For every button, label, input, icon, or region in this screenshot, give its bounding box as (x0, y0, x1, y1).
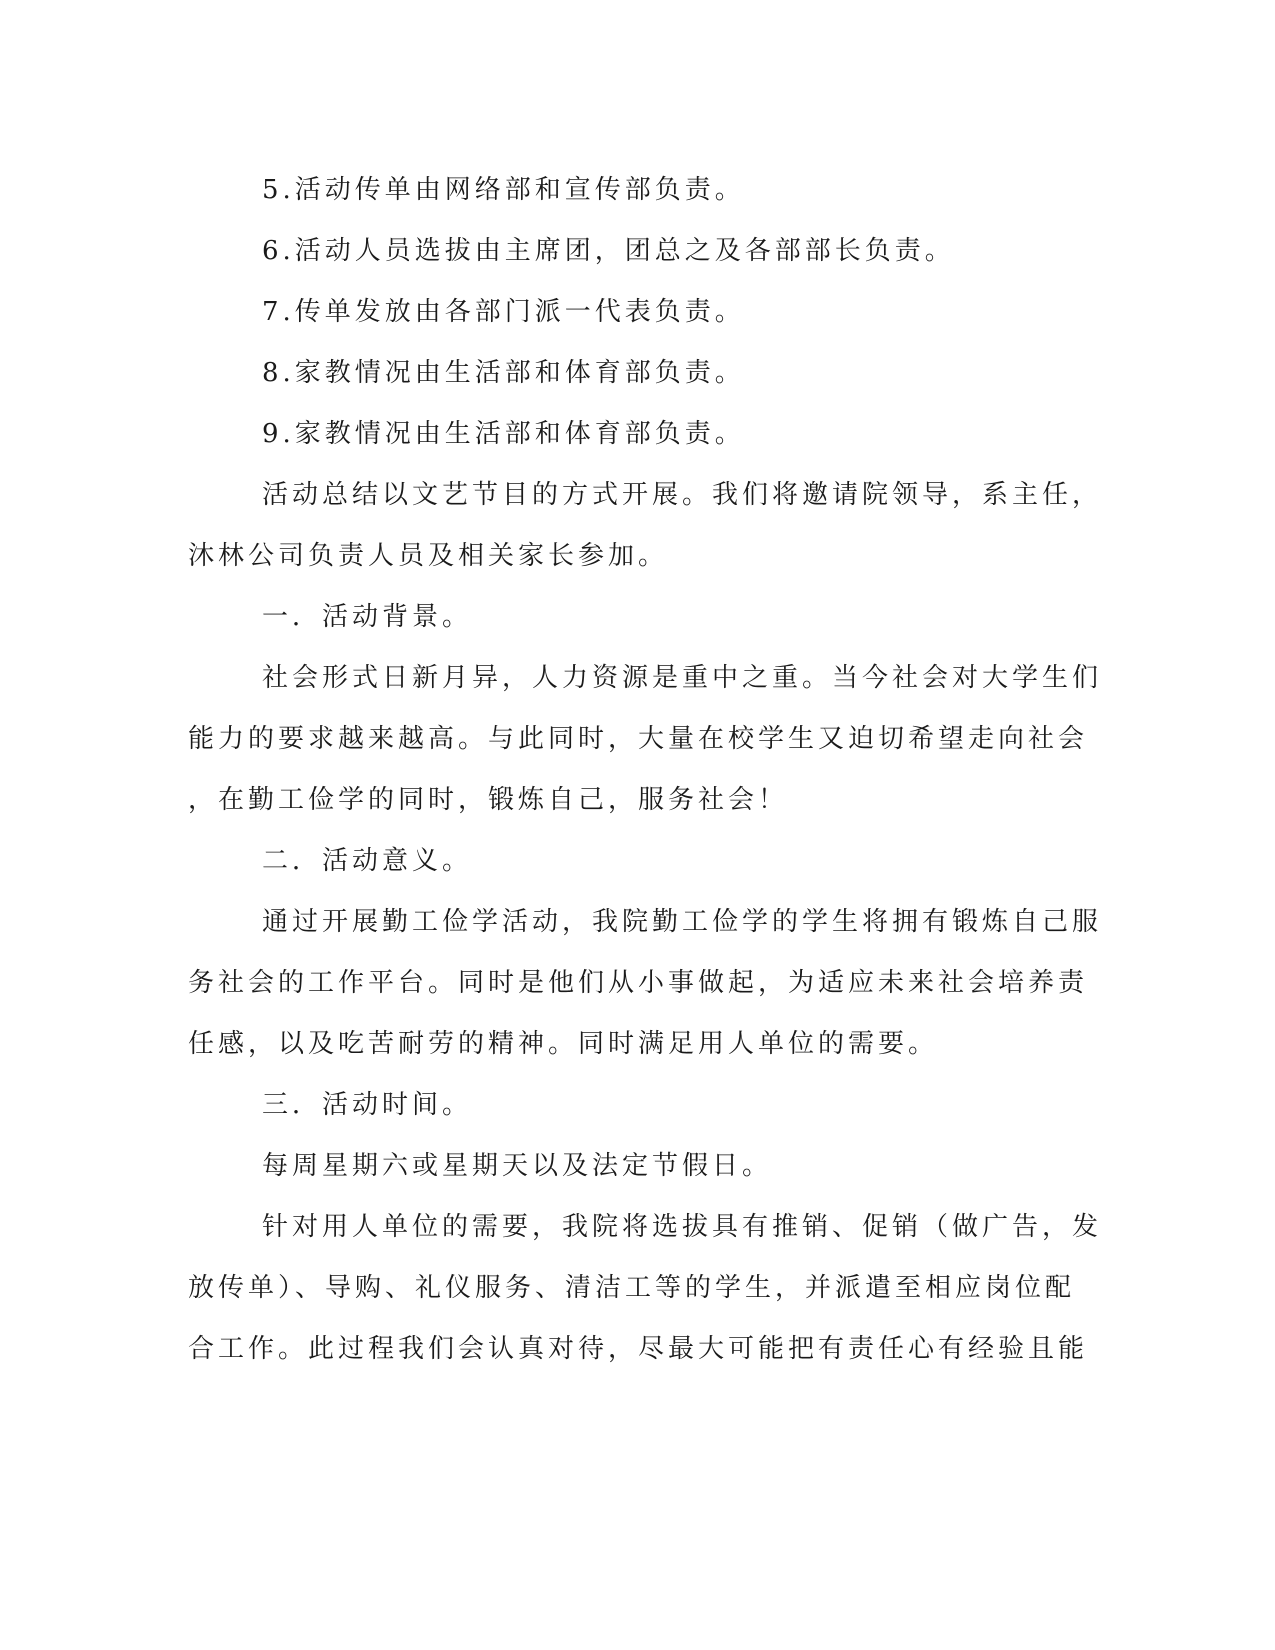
text-line: 8.家教情况由生活部和体育部负责。 (262, 358, 745, 388)
text-line: 9.家教情况由生活部和体育部负责。 (262, 419, 745, 449)
document-body (188, 160, 1103, 1380)
text-line: 6.活动人员选拔由主席团，团总之及各部部长负责。 (262, 236, 955, 266)
text-line: 活动总结以文艺节目的方式开展。我们将邀请院领导，系主任， (262, 480, 1103, 510)
text-line: 通过开展勤工俭学活动，我院勤工俭学的学生将拥有锻炼自己服 (262, 907, 1103, 937)
text-line: 社会形式日新月异，人力资源是重中之重。当今社会对大学生们 (262, 663, 1103, 693)
section-heading: 一．活动背景。 (262, 602, 473, 632)
text-line: 7.传单发放由各部门派一代表负责。 (262, 297, 745, 327)
text-line: 任感，以及吃苦耐劳的精神。同时满足用人单位的需要。 (188, 1029, 939, 1059)
text-line: ，在勤工俭学的同时，锻炼自己，服务社会！ (188, 785, 789, 815)
section-heading: 三．活动时间。 (262, 1090, 473, 1120)
text-line: 针对用人单位的需要，我院将选拔具有推销、促销（做广告，发 (262, 1212, 1103, 1242)
text-line: 能力的要求越来越高。与此同时，大量在校学生又迫切希望走向社会 (188, 724, 1089, 754)
text-line: 5.活动传单由网络部和宣传部负责。 (262, 175, 745, 205)
section-heading: 二．活动意义。 (262, 846, 473, 876)
text-line: 沐林公司负责人员及相关家长参加。 (188, 541, 669, 571)
text-line: 每周星期六或星期天以及法定节假日。 (262, 1151, 773, 1181)
text-line: 务社会的工作平台。同时是他们从小事做起，为适应未来社会培养责 (188, 968, 1089, 998)
text-line: 合工作。此过程我们会认真对待，尽最大可能把有责任心有经验且能 (188, 1334, 1089, 1364)
text-line: 放传单）、导购、礼仪服务、清洁工等的学生，并派遣至相应岗位配 (188, 1273, 1076, 1303)
